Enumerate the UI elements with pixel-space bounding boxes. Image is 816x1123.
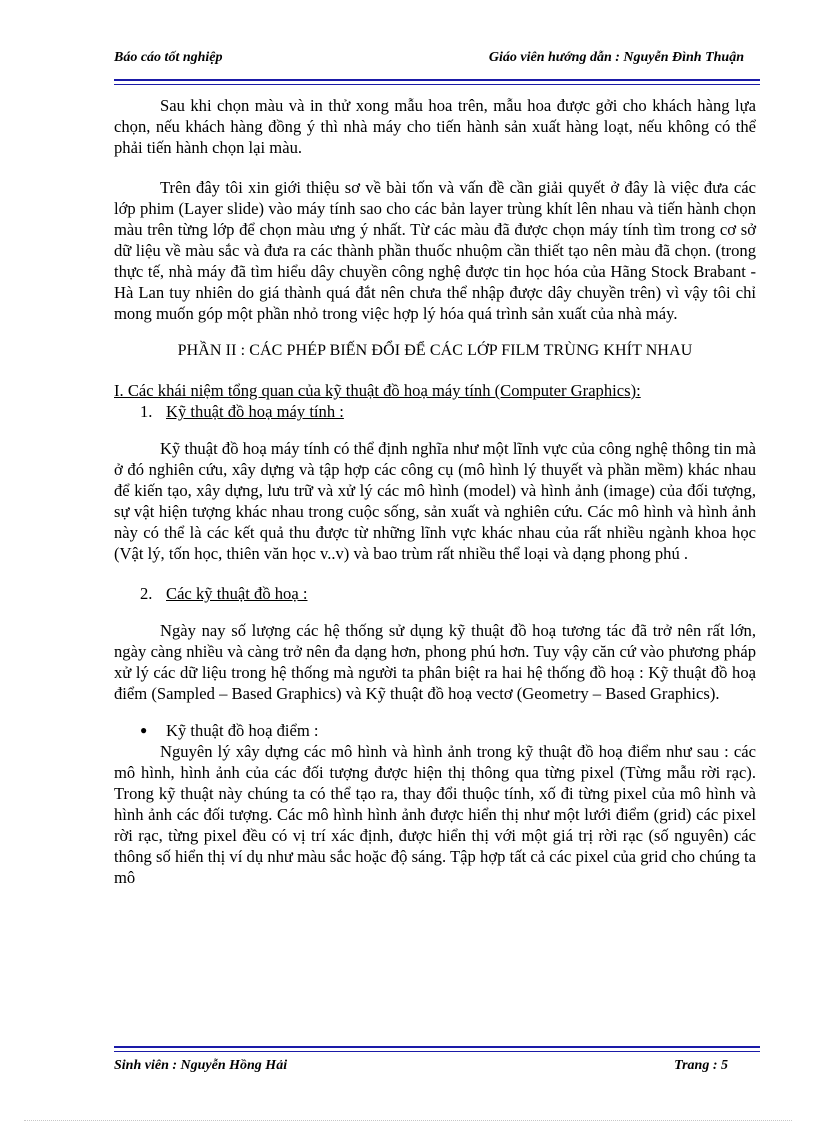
page-header: [114, 47, 744, 69]
page-body: [114, 95, 756, 888]
header-advisor: Giáo viên hướng dẫn : Nguyễn Đình Thuận: [488, 50, 744, 65]
numbered-heading-2: [114, 583, 756, 604]
paragraph-problem-intro: Trên đây tôi xin giới thiệu sơ về bài tốn và vấn đề cần giải quyết ở đây là việc đưa các lớp phim (Layer slide) vào máy tính sao cho các bản layer trùng khít lên nhau và tiến hành chọn màu trên từng lớp để chọn màu ưng ý nhất. Từ các màu đã được chọn máy tính tìm trong cơ sở dữ liệu về màu sắc và đưa ra các thành phần thuốc nhuộm cần thiết tạo nên màu đã chọn. (trong thực tế, nhà máy đã tìm hiểu dây chuyền công nghệ được tin học hóa của Hãng Stock Brabant - Hà Lan tuy nhiên do giá thành quá đắt nên chưa thể nhập được dây chuyền trên) vì vậy tôi chỉ mong muốn góp một phần nhỏ trong việc hợp lý hóa quá trình sản xuất của nhà máy.: [114, 178, 756, 323]
footer-page-number: Trang : 5: [674, 1058, 728, 1073]
header-rule: [114, 79, 760, 85]
item-label: Các kỹ thuật đồ hoạ :: [166, 584, 308, 603]
header-report-title: Báo cáo tốt nghiệp: [114, 50, 223, 65]
section-heading: I. Các khái niệm tổng quan của kỹ thuật đồ hoạ máy tính (Computer Graphics):: [114, 381, 641, 400]
page-footer: [114, 1057, 728, 1079]
paragraph-graphics-techniques: Ngày nay số lượng các hệ thống sử dụng kỹ thuật đồ hoạ tương tác đã trở nên rất lớn, ngày càng nhiều và càng trở nên đa dạng hơn, phong phú hơn. Tuy vậy căn cứ vào phương pháp xử lý các dữ liệu trong hệ thống mà người ta phân biệt ra hai hệ thống đồ hoạ : Kỹ thuật đồ hoạ điểm (Sampled – Based Graphics) và Kỹ thuật đồ hoạ vectơ (Geometry – Based Graphics).: [114, 621, 756, 703]
part-heading: PHẦN II : CÁC PHÉP BIẾN ĐỔI ĐỂ CÁC LỚP FILM TRÙNG KHÍT NHAU: [177, 342, 693, 359]
numbered-heading-1: [114, 401, 756, 422]
bullet-dot-icon: ●: [140, 723, 148, 737]
footer-student: Sinh viên : Nguyễn Hồng Hải: [114, 1058, 288, 1073]
footer-rule: [114, 1046, 760, 1052]
bullet-heading: [114, 720, 756, 741]
item-label: Kỹ thuật đồ hoạ máy tính :: [166, 402, 344, 421]
item-number: 1.: [140, 402, 153, 421]
bullet-label: Kỹ thuật đồ hoạ điểm :: [166, 721, 319, 740]
paragraph-color-selection: Sau khi chọn màu và in thử xong mẫu hoa trên, mẫu hoa được gởi cho khách hàng lựa chọn, nếu khách hàng đồng ý thì nhà máy cho tiến hành sản xuất hàng loạt, nếu không có thể phải tiến hành chọn lại màu.: [114, 96, 756, 157]
item-number: 2.: [140, 584, 153, 603]
paragraph-graphics-definition: Kỹ thuật đồ hoạ máy tính có thể định nghĩa như một lĩnh vực của công nghệ thông tin mà ở đó nghiên cứu, xây dựng và tập hợp các công cụ (mô hình lý thuyết và phần mềm) khác nhau để kiến tạo, xây dựng, lưu trữ và xử lý các mô hình (model) và hình ảnh (image) của đối tượng, sự vật hiện tượng khác nhau trong cuộc sống, sản xuất và nghiên cứu. Các mô hình và hình ảnh này có thể là các kết quả thu được từ những lĩnh vực khác nhau của rất nhiều ngành khoa học (Vật lý, tốn học, thiên văn học v..v) và bao trùm rất nhiều thể loại và dạng phong phú .: [114, 439, 756, 563]
paragraph-raster-graphics: Nguyên lý xây dựng các mô hình và hình ảnh trong kỹ thuật đồ hoạ điểm như sau : các mô hình, hình ảnh của các đối tượng được hiện thị thông qua từng pixel (Từng mẫu rời rạc). Trong kỹ thuật này chúng ta có thể tạo ra, thay đổi thuộc tính, xố đi từng pixel của mô hình và hình ảnh các đối tượng. Các mô hình hình ảnh được hiển thị như một lưới điểm (grid) các pixel rời rạc, từng pixel đều có vị trí xác định, được hiển thị với một giá trị rời rạc (số nguyên) các thông số hiển thị ví dụ như màu sắc hoặc độ sáng. Tập hợp tất cả các pixel của grid cho chúng ta mô: [114, 742, 756, 887]
page-edge-dotted-line: [24, 1120, 792, 1121]
